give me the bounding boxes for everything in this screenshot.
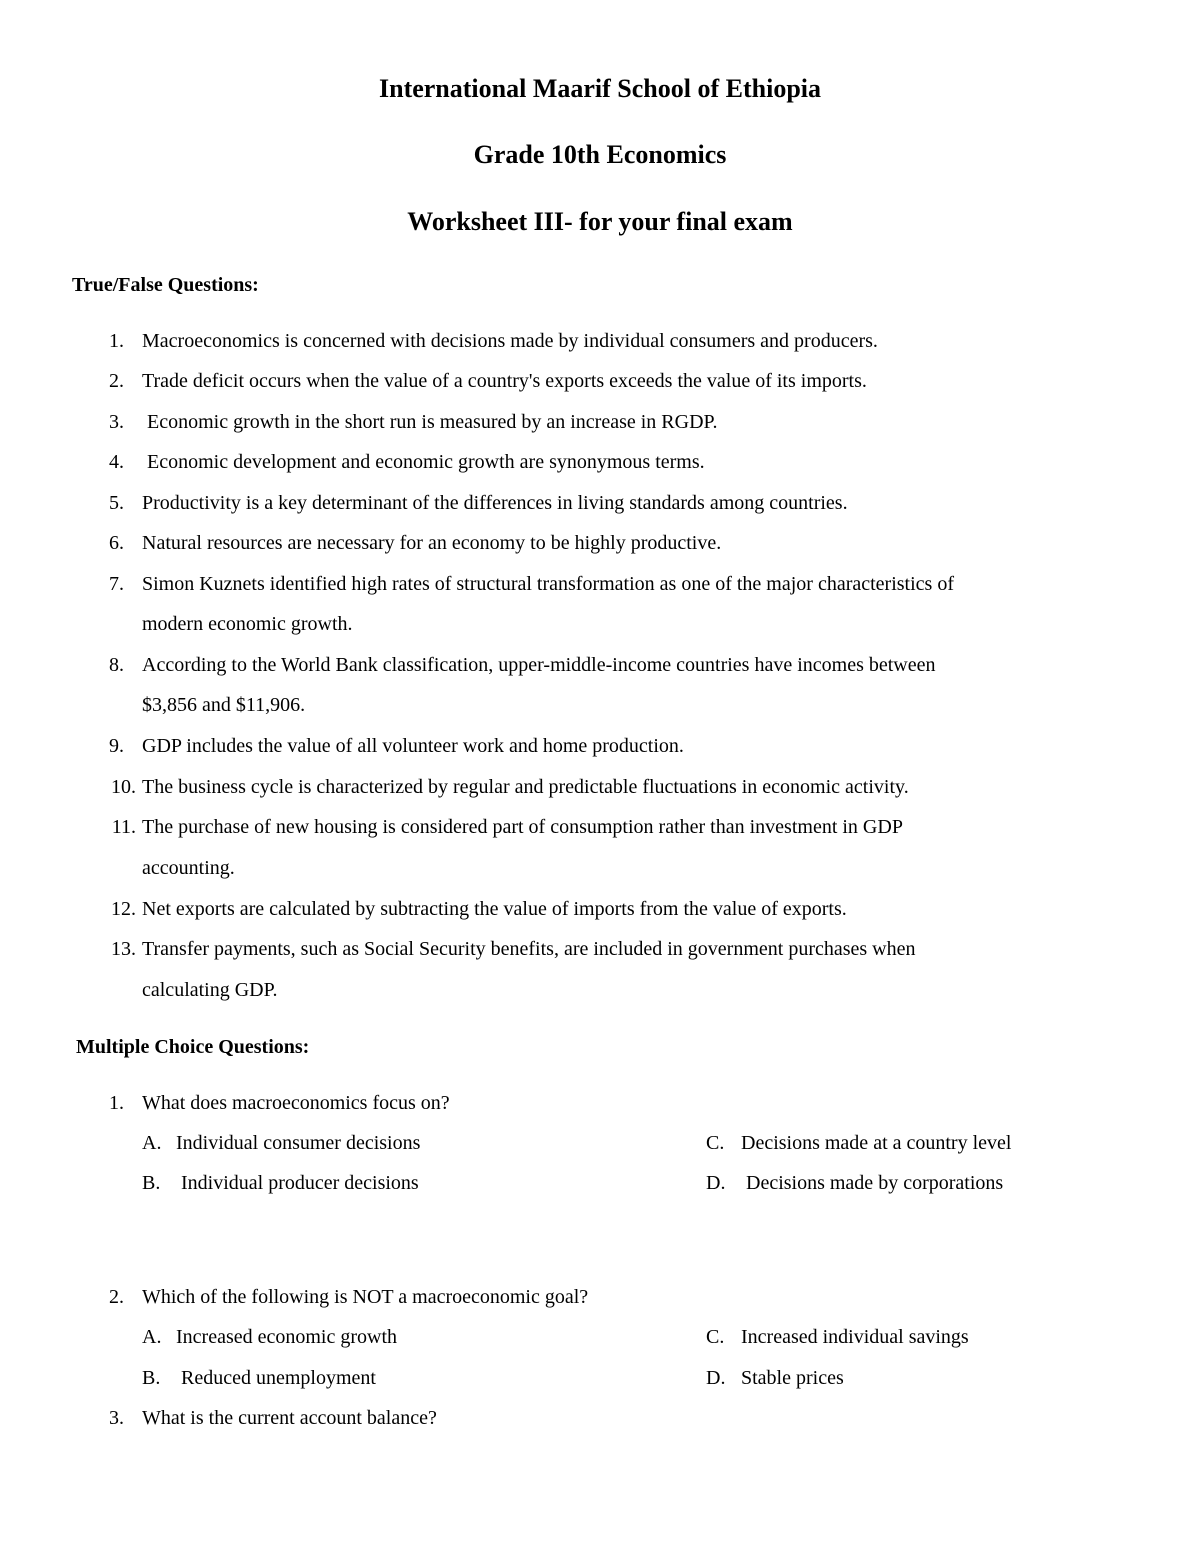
item-number: 8. <box>109 654 124 676</box>
item-text: Trade deficit occurs when the value of a country's exports exceeds the value of its imports. <box>142 370 867 392</box>
item-text: Simon Kuznets identified high rates of structural transformation as one of the major characteristics of <box>142 573 954 595</box>
item-number: 1. <box>109 330 124 352</box>
multiple-choice-heading: Multiple Choice Questions: <box>76 1036 310 1058</box>
item-text: Productivity is a key determinant of the differences in living standards among countries. <box>142 492 848 514</box>
item-text: The business cycle is characterized by regular and predictable fluctuations in economic activity. <box>142 776 909 798</box>
option-letter-a: A. <box>142 1326 162 1348</box>
item-text: The purchase of new housing is considered part of consumption rather than investment in GDP <box>142 816 903 838</box>
item-text-continued: modern economic growth. <box>142 613 353 635</box>
option-letter-d: D. <box>706 1367 726 1389</box>
option-letter-c: C. <box>706 1132 725 1154</box>
grade-title: Grade 10th Economics <box>473 140 727 169</box>
option-d: Decisions made by corporations <box>741 1172 1004 1194</box>
question-text: What does macroeconomics focus on? <box>142 1092 450 1114</box>
true-false-heading: True/False Questions: <box>72 274 259 296</box>
item-number: 6. <box>109 532 124 554</box>
item-number: 10. <box>111 776 136 798</box>
option-c: Decisions made at a country level <box>741 1132 1012 1154</box>
option-a: Individual consumer decisions <box>176 1132 421 1154</box>
item-text: Natural resources are necessary for an economy to be highly productive. <box>142 532 722 554</box>
item-text: GDP includes the value of all volunteer work and home production. <box>142 735 684 757</box>
question-number: 3. <box>109 1407 124 1429</box>
item-number: 3. <box>109 411 124 433</box>
option-letter-a: A. <box>142 1132 162 1154</box>
option-a: Increased economic growth <box>176 1326 398 1348</box>
worksheet-title: Worksheet III- for your final exam <box>407 207 793 236</box>
question-text: What is the current account balance? <box>142 1407 437 1429</box>
item-number: 11. <box>111 816 136 838</box>
item-number: 9. <box>109 735 124 757</box>
item-text: Economic growth in the short run is measured by an increase in RGDP. <box>142 411 718 433</box>
option-b: Reduced unemployment <box>176 1367 376 1389</box>
question-number: 1. <box>109 1092 124 1114</box>
item-number: 4. <box>109 451 124 473</box>
option-b: Individual producer decisions <box>176 1172 419 1194</box>
item-number: 2. <box>109 370 124 392</box>
item-number: 13. <box>111 938 136 960</box>
option-letter-d: D. <box>706 1172 726 1194</box>
item-text: Transfer payments, such as Social Security benefits, are included in government purchases when <box>142 938 916 960</box>
item-text: Net exports are calculated by subtracting the value of imports from the value of exports. <box>142 898 847 920</box>
option-d: Stable prices <box>741 1367 844 1389</box>
school-title: International Maarif School of Ethiopia <box>378 74 821 103</box>
item-number: 7. <box>109 573 124 595</box>
item-text-continued: accounting. <box>142 857 235 879</box>
item-text-continued: $3,856 and $11,906. <box>142 694 306 716</box>
item-text: Macroeconomics is concerned with decisions made by individual consumers and producers. <box>142 330 878 352</box>
item-text: Economic development and economic growth are synonymous terms. <box>142 451 705 473</box>
item-text-continued: calculating GDP. <box>142 979 278 1001</box>
option-letter-b: B. <box>142 1172 161 1194</box>
item-number: 12. <box>111 898 136 920</box>
option-c: Increased individual savings <box>741 1326 969 1348</box>
item-text: According to the World Bank classification, upper-middle-income countries have incomes between <box>142 654 936 676</box>
question-text: Which of the following is NOT a macroeconomic goal? <box>142 1286 589 1308</box>
option-letter-b: B. <box>142 1367 161 1389</box>
option-letter-c: C. <box>706 1326 725 1348</box>
question-number: 2. <box>109 1286 124 1308</box>
item-number: 5. <box>109 492 124 514</box>
